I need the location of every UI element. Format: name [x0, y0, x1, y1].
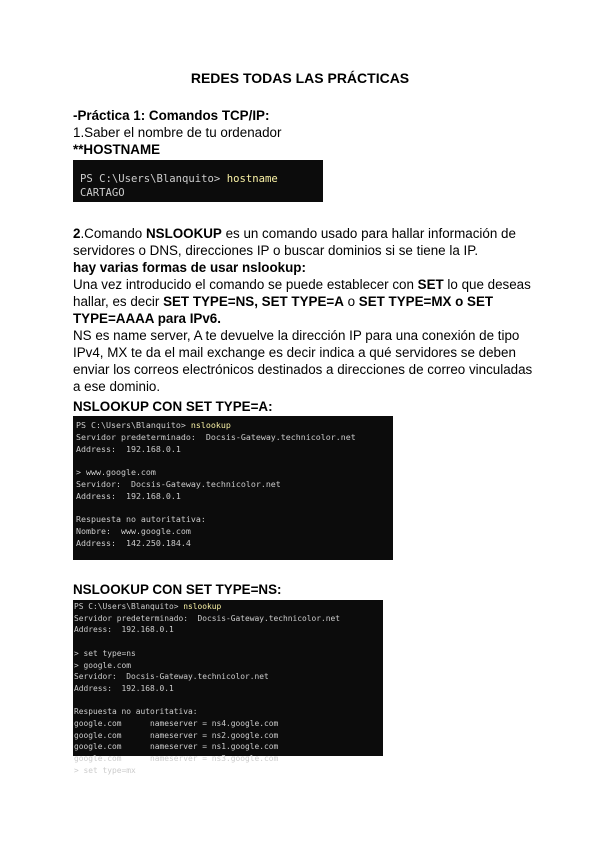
- nslookup-paragraph-4: NS es name server, A te devuelve la dirección IP para una conexión de tipo IPv4, MX te da el mail exchange es decir indica a qué servidores se deben enviar los correos electrónicos destinados a direcciones de correo vinculadas a ese dominio.: [73, 328, 533, 394]
- terminal-line: Servidor predeterminado: Docsis-Gateway.technicolor.net: [74, 613, 341, 623]
- terminal-line: > www.google.com: [76, 467, 156, 478]
- terminal-line: Address: 192.168.0.1: [76, 443, 181, 454]
- terminal-command: nslookup: [183, 602, 222, 611]
- p1-text-b: NSLOOKUP: [145, 226, 222, 241]
- terminal-line: Respuesta no autoritativa:: [76, 514, 206, 525]
- heading-set-type-ns: NSLOOKUP CON SET TYPE=NS:: [73, 582, 282, 597]
- terminal-line: Address: 192.168.0.1: [74, 625, 174, 635]
- terminal-prompt-line: [74, 601, 340, 613]
- terminal-line: [74, 636, 340, 648]
- nslookup-paragraph-1: [73, 225, 533, 259]
- p3-text-c: lo que deseas hallar, es decir: [73, 277, 531, 309]
- p3-text-d: SET TYPE=NS, SET TYPE=A: [163, 294, 344, 309]
- nslookup-description: [73, 225, 533, 395]
- hostname-label: **HOSTNAME: [73, 142, 161, 157]
- p3-text-b: SET: [417, 277, 444, 292]
- terminal-command: hostname: [226, 173, 278, 185]
- terminal-line: google.com nameserver = ns4.google.com: [74, 719, 279, 729]
- terminal-output: CARTAGO: [80, 187, 125, 199]
- terminal-line: google.com nameserver = ns1.google.com: [74, 742, 279, 752]
- p3-text-f: SET TYPE=MX o SET TYPE=AAAA para IPv6.: [73, 294, 494, 326]
- terminal-line: [74, 695, 340, 707]
- terminal-hostname: [73, 160, 323, 202]
- terminal-line: Address: 192.168.0.1: [74, 683, 174, 693]
- terminal-line: > set type=mx: [74, 765, 136, 775]
- terminal-command: nslookup: [190, 420, 231, 430]
- terminal-line: > google.com: [74, 660, 132, 670]
- p3-text-e: o: [343, 294, 359, 309]
- terminal-line: google.com nameserver = ns2.google.com: [74, 730, 279, 740]
- terminal-prompt-line: [80, 172, 278, 186]
- p1-text-c: es un comando usado para hallar información de servidores o DNS, direcciones IP o buscar dominios si se tiene la IP.: [73, 226, 516, 258]
- terminal-prompt-line: [76, 420, 356, 432]
- terminal-prompt: PS C:\Users\Blanquito>: [80, 173, 227, 185]
- heading-set-type-a: NSLOOKUP CON SET TYPE=A:: [73, 399, 273, 414]
- practica1-block: [73, 107, 533, 158]
- nslookup-paragraph-2: hay varias formas de usar nslookup:: [73, 260, 306, 275]
- page-title: REDES TODAS LAS PRÁCTICAS: [190, 70, 410, 86]
- practica1-heading: -Práctica 1: Comandos TCP/IP:: [73, 108, 270, 123]
- terminal-line: Address: 192.168.0.1: [76, 490, 181, 501]
- terminal-nslookup-ns: [73, 600, 383, 775]
- section-number: 2: [73, 226, 81, 241]
- terminal-line: [76, 455, 356, 467]
- nslookup-paragraph-3: [73, 276, 533, 327]
- terminal-prompt: PS C:\Users\Blanquito>: [76, 420, 191, 430]
- practica1-item1: 1.Saber el nombre de tu ordenador: [73, 125, 282, 140]
- terminal-line: google.com nameserver = ns3.google.com: [74, 754, 279, 764]
- terminal-line: Respuesta no autoritativa:: [74, 707, 198, 717]
- terminal-line: Servidor: Docsis-Gateway.technicolor.net: [74, 672, 269, 682]
- terminal-line: Servidor: Docsis-Gateway.technicolor.net: [76, 478, 281, 489]
- p3-text-a: Una vez introducido el comando se puede establecer con: [73, 277, 418, 292]
- terminal-nslookup-a: [73, 416, 393, 560]
- p1-text-a: .Comando: [80, 226, 146, 241]
- terminal-line: Servidor predeterminado: Docsis-Gateway.technicolor.net: [76, 431, 356, 442]
- terminal-line: > set type=ns: [74, 648, 136, 658]
- terminal-line: [76, 503, 356, 515]
- terminal-prompt: PS C:\Users\Blanquito>: [74, 602, 184, 611]
- terminal-line: Nombre: www.google.com: [76, 526, 191, 537]
- terminal-line: Address: 142.250.184.4: [76, 537, 191, 548]
